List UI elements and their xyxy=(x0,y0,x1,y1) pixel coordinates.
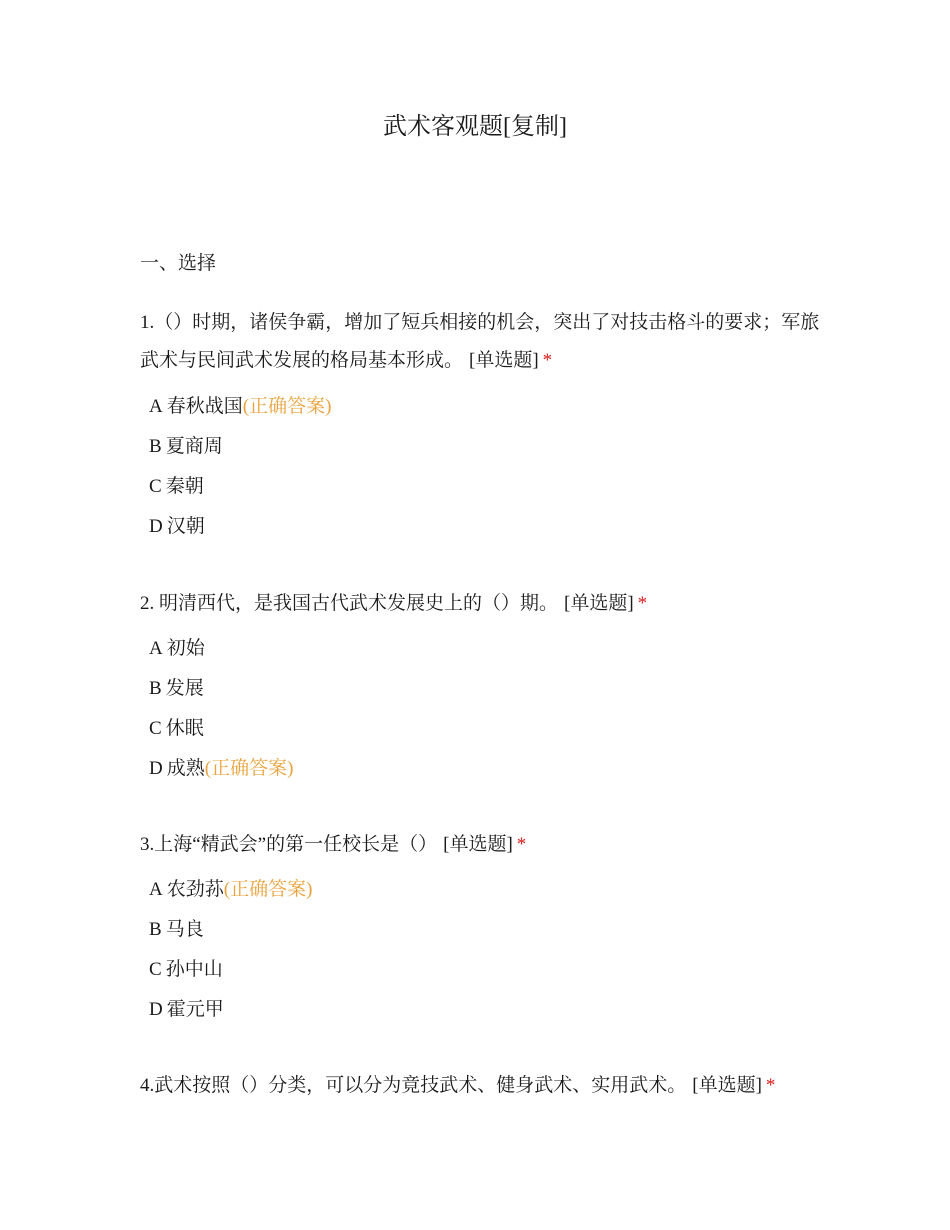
question-1 xyxy=(140,304,820,380)
option-1a[interactable] xyxy=(149,393,331,421)
question-text: 2. 明清西代，是我国古代武术发展史上的（）期。 xyxy=(140,593,559,614)
option-1d[interactable] xyxy=(149,513,205,541)
option-letter: D xyxy=(149,516,163,537)
option-text: 休眠 xyxy=(165,718,204,739)
question-text: 4.武术按照（）分类，可以分为竟技武术、健身武术、实用武术。 xyxy=(140,1075,687,1096)
option-2c[interactable] xyxy=(149,715,204,743)
option-1c[interactable] xyxy=(149,473,204,501)
option-letter: C xyxy=(149,476,162,497)
option-letter: D xyxy=(149,758,163,779)
page-title: 武术客观题[复制] xyxy=(383,114,567,140)
required-mark: * xyxy=(637,593,648,614)
question-text: 3.上海“精武会”的第一任校长是（） xyxy=(140,834,438,855)
option-letter: A xyxy=(149,879,163,900)
option-3d[interactable] xyxy=(149,996,224,1024)
required-mark: * xyxy=(516,834,527,855)
option-text: 秦朝 xyxy=(165,476,204,497)
question-2 xyxy=(140,585,820,623)
question-4 xyxy=(140,1067,820,1105)
section-heading: 一、选择 xyxy=(140,253,217,274)
option-letter: B xyxy=(149,678,162,699)
option-2a[interactable] xyxy=(149,635,205,663)
correct-answer-tag: (正确答案) xyxy=(223,879,313,900)
option-letter: C xyxy=(149,718,162,739)
option-text: 发展 xyxy=(165,678,204,699)
correct-answer-tag: (正确答案) xyxy=(204,758,294,779)
option-text: 初始 xyxy=(166,638,205,659)
option-text: 春秋战国 xyxy=(166,396,243,417)
option-1b[interactable] xyxy=(149,433,223,461)
option-2d[interactable] xyxy=(149,755,293,783)
question-type: [单选题] xyxy=(443,834,513,855)
required-mark: * xyxy=(542,350,553,371)
option-3b[interactable] xyxy=(149,916,204,944)
option-letter: D xyxy=(149,999,163,1020)
option-letter: B xyxy=(149,919,162,940)
correct-answer-tag: (正确答案) xyxy=(242,396,332,417)
option-text: 孙中山 xyxy=(165,959,223,980)
option-text: 农劲荪 xyxy=(166,879,224,900)
option-text: 马良 xyxy=(165,919,204,940)
question-3 xyxy=(140,826,820,864)
option-text: 霍元甲 xyxy=(166,999,224,1020)
question-type: [单选题] xyxy=(564,593,634,614)
option-text: 成熟 xyxy=(166,758,205,779)
option-letter: B xyxy=(149,436,162,457)
option-2b[interactable] xyxy=(149,675,204,703)
option-letter: A xyxy=(149,396,163,417)
required-mark: * xyxy=(765,1075,776,1096)
option-3c[interactable] xyxy=(149,956,223,984)
option-letter: C xyxy=(149,959,162,980)
option-text: 夏商周 xyxy=(165,436,223,457)
question-text: 1.（）时期，诸侯争霸，增加了短兵相接的机会，突出了对技击格斗的要求；军旅武术与民间武术发展的格局基本形成。 xyxy=(140,312,820,371)
option-letter: A xyxy=(149,638,163,659)
question-type: [单选题] xyxy=(469,350,539,371)
question-type: [单选题] xyxy=(692,1075,762,1096)
option-text: 汉朝 xyxy=(166,516,205,537)
option-3a[interactable] xyxy=(149,876,312,904)
